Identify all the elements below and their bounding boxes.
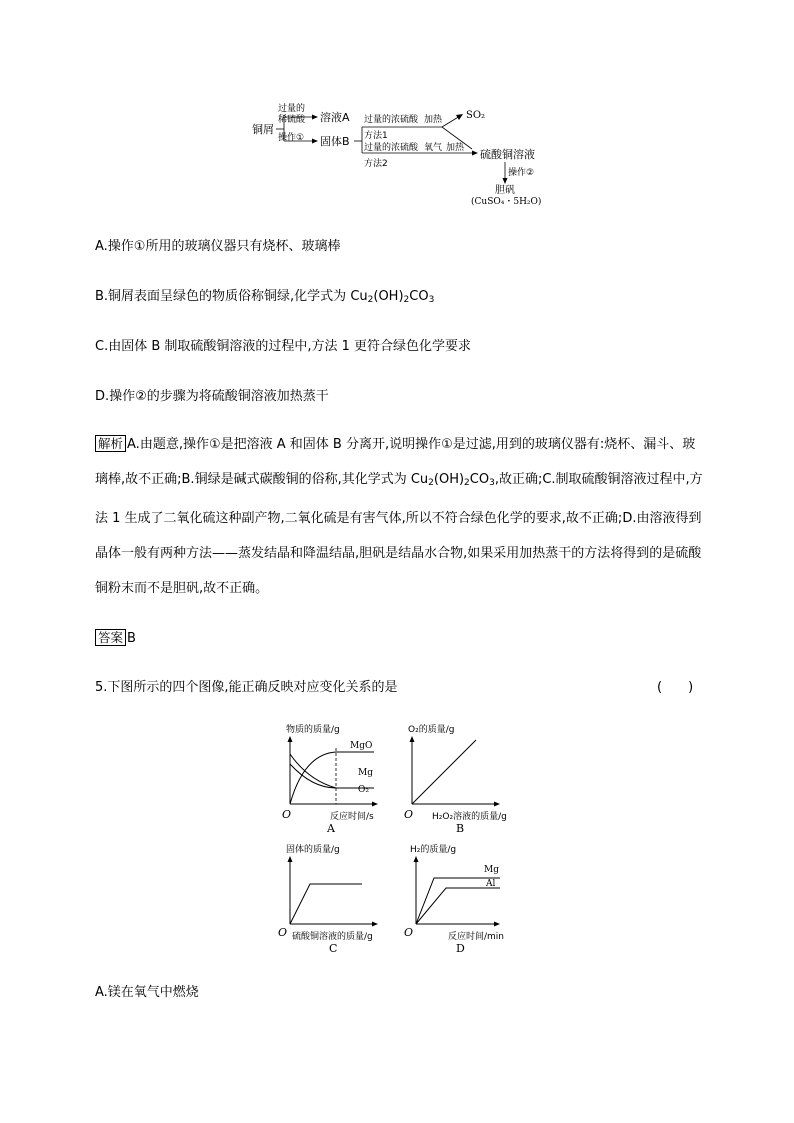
explanation: 解析 A.由题意,操作①是把溶液 A 和固体 B 分离开,说明操作①是过滤,用到的玻璃仪器有:烧杯、漏斗、玻璃棒,故不正确;B.铜绿是碱式碳酸铜的俗称,其化学式为 $Cu_2(OH)_2CO_3$,故正确;C.制取硫酸铜溶液过程中,方法 1 生成了二氧化硫这种副产物,二氧化硫是有害气体,所以不符合绿色化学的要求,故不正确;D.由溶液得到晶体一般有两种方法——蒸发结晶和降温结晶,胆矾是结晶水合物,如果采用加热蒸干的方法将得到的是硫酸铜粉末而不是胆矾,故不正确。 bbox=[95, 436, 703, 596]
answer-tag: 答案 bbox=[95, 629, 126, 646]
flow-product: 硫酸铜溶液 bbox=[480, 148, 535, 161]
graph-a-origin: O bbox=[282, 808, 292, 821]
graph-a-label: A bbox=[327, 822, 335, 835]
graph-a-mgo: MgO bbox=[350, 741, 373, 751]
graph-b-ylabel: O₂的质量/g bbox=[408, 725, 455, 735]
flow-formula: (CuSO₄・5H₂O) bbox=[471, 197, 542, 207]
flow-final: 胆矾 bbox=[495, 185, 515, 196]
graph-d-al: Al bbox=[486, 879, 496, 889]
flow-m2-label: 方法2 bbox=[364, 159, 388, 169]
graph-a bbox=[278, 718, 398, 836]
flow-reagent1-line1: 过量的 bbox=[278, 104, 306, 114]
flow-solid-b: 固体B bbox=[320, 135, 350, 148]
graph-a-curve-mgo bbox=[290, 752, 374, 804]
q5-option-a: A.镁在氧气中燃烧 bbox=[95, 985, 199, 1000]
flow-solution-a: 溶液A bbox=[320, 111, 350, 124]
answer bbox=[95, 628, 136, 649]
graph-d-origin: O bbox=[404, 926, 414, 939]
flow-m1-label: 方法1 bbox=[364, 131, 388, 141]
graph-b bbox=[400, 718, 528, 836]
explanation-tag: 解析 bbox=[95, 435, 126, 452]
graph-d bbox=[400, 838, 528, 956]
question-5-bracket: ( ) bbox=[657, 680, 694, 695]
flow-op2: 操作② bbox=[508, 168, 535, 178]
flow-diagram bbox=[240, 100, 560, 212]
graph-c-ylabel: 固体的质量/g bbox=[286, 845, 340, 855]
flow-op1: 操作① bbox=[278, 133, 305, 143]
graph-c-origin: O bbox=[278, 926, 288, 939]
answer-value: B bbox=[127, 631, 136, 646]
flow-m2-cond: 加热 bbox=[446, 143, 465, 153]
flow-reagent1-line2: 稀硫酸 bbox=[278, 115, 306, 125]
option-d: D.操作②的步骤为将硫酸铜溶液加热蒸干 bbox=[95, 389, 329, 404]
option-b: B.铜屑表面呈绿色的物质俗称铜绿,化学式为 $Cu_2(OH)_2CO_3$ bbox=[95, 289, 435, 305]
graph-d-curve-al bbox=[416, 888, 500, 924]
flow-m1-cond: 加热 bbox=[424, 115, 443, 125]
flow-m2-o2: 氧气 bbox=[424, 143, 443, 153]
graph-d-ylabel: H₂的质量/g bbox=[410, 845, 457, 855]
question-5-stem: 5.下图所示的四个图像,能正确反映对应变化关系的是 bbox=[95, 680, 398, 695]
graph-b-label: B bbox=[456, 822, 465, 835]
graph-b-origin: O bbox=[404, 808, 414, 821]
graph-c-xlabel: 硫酸铜溶液的质量/g bbox=[292, 932, 373, 942]
graph-a-xlabel: 反应时间/s bbox=[330, 812, 374, 822]
flow-start: 铜屑 bbox=[252, 123, 274, 136]
flow-m2-reagent: 过量的浓硫酸 bbox=[364, 143, 419, 153]
graph-b-line bbox=[412, 740, 476, 804]
option-c: C.由固体 B 制取硫酸铜溶液的过程中,方法 1 更符合绿色化学要求 bbox=[95, 339, 472, 354]
graph-b-xlabel: H₂O₂溶液的质量/g bbox=[432, 812, 507, 822]
flow-gas: SO₂ bbox=[466, 110, 486, 121]
graph-d-mg: Mg bbox=[484, 865, 499, 875]
graph-d-label: D bbox=[456, 942, 465, 955]
graph-a-mg: Mg bbox=[358, 768, 373, 778]
option-a: A.操作①所用的玻璃仪器只有烧杯、玻璃棒 bbox=[95, 239, 341, 254]
graph-c bbox=[278, 838, 418, 956]
graph-c-label: C bbox=[329, 942, 338, 955]
graph-c-line bbox=[290, 884, 362, 924]
flow-m1-reagent: 过量的浓硫酸 bbox=[364, 115, 419, 125]
graph-d-xlabel: 反应时间/min bbox=[448, 932, 505, 942]
graph-a-o2: O₂ bbox=[358, 785, 369, 795]
graph-a-ylabel: 物质的质量/g bbox=[286, 725, 340, 735]
